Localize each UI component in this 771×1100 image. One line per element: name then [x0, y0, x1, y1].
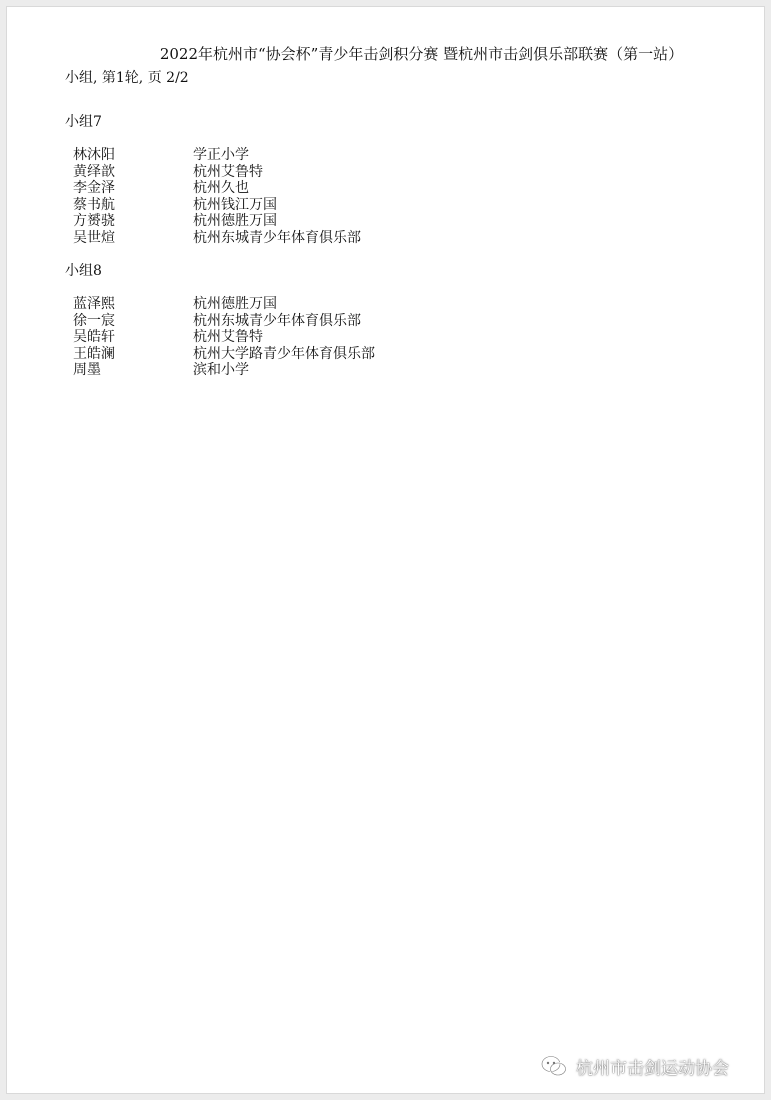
fencer-club: 杭州东城青少年体育俱乐部: [193, 312, 361, 329]
fencer-name: 林沐阳: [73, 147, 115, 163]
fencer-name: 王皓澜: [73, 345, 115, 362]
table-row: [65, 229, 361, 247]
group-title: 小组7: [65, 114, 102, 130]
table-row: [65, 362, 249, 379]
fencer-name: 蓝泽熙: [73, 296, 115, 312]
fencer-club: 杭州大学路青少年体育俱乐部: [193, 345, 375, 362]
fencer-name: 黄绎歆: [73, 163, 115, 180]
fencer-club: 杭州久也: [193, 180, 249, 196]
fencer-name: 李金泽: [73, 180, 115, 196]
fencer-name: 吴世煊: [73, 229, 115, 246]
table-row: [65, 312, 361, 330]
group-8: [65, 262, 375, 379]
group-7: [65, 113, 361, 246]
fencer-club: 学正小学: [193, 147, 249, 163]
fencer-club: 杭州德胜万国: [193, 213, 277, 229]
watermark-text: 杭州市击剑运动协会: [576, 1058, 729, 1079]
fencer-club: 杭州艾鲁特: [193, 329, 263, 345]
fencer-club: 滨和小学: [193, 362, 249, 378]
table-row: [65, 163, 263, 181]
fencer-name: 蔡书航: [73, 196, 115, 213]
fencer-club: 杭州东城青少年体育俱乐部: [193, 229, 361, 246]
fencer-name: 方赟骁: [73, 213, 115, 229]
watermark: [540, 1053, 729, 1079]
document-title: 2022年杭州市“协会杯”青少年击剑积分赛 暨杭州市击剑俱乐部联赛（第一站）: [159, 45, 684, 63]
table-row: [65, 213, 277, 230]
fencer-name: 徐一宸: [73, 312, 115, 329]
wechat-icon: [540, 1054, 568, 1078]
table-row: [65, 196, 277, 214]
fencer-club: 杭州钱江万国: [193, 196, 277, 213]
fencer-club: 杭州艾鲁特: [193, 163, 263, 180]
group-title: 小组8: [65, 263, 102, 279]
fencer-name: 吴皓轩: [73, 329, 115, 345]
fencer-name: 周墨: [73, 362, 101, 378]
table-row: [65, 329, 263, 346]
document-page: [6, 6, 765, 1094]
document-subheader: 小组, 第1轮, 页 2/2: [65, 70, 189, 86]
table-row: [65, 345, 375, 363]
table-row: [65, 180, 249, 197]
table-row: [65, 296, 277, 313]
fencer-club: 杭州德胜万国: [193, 296, 277, 312]
table-row: [65, 147, 249, 164]
